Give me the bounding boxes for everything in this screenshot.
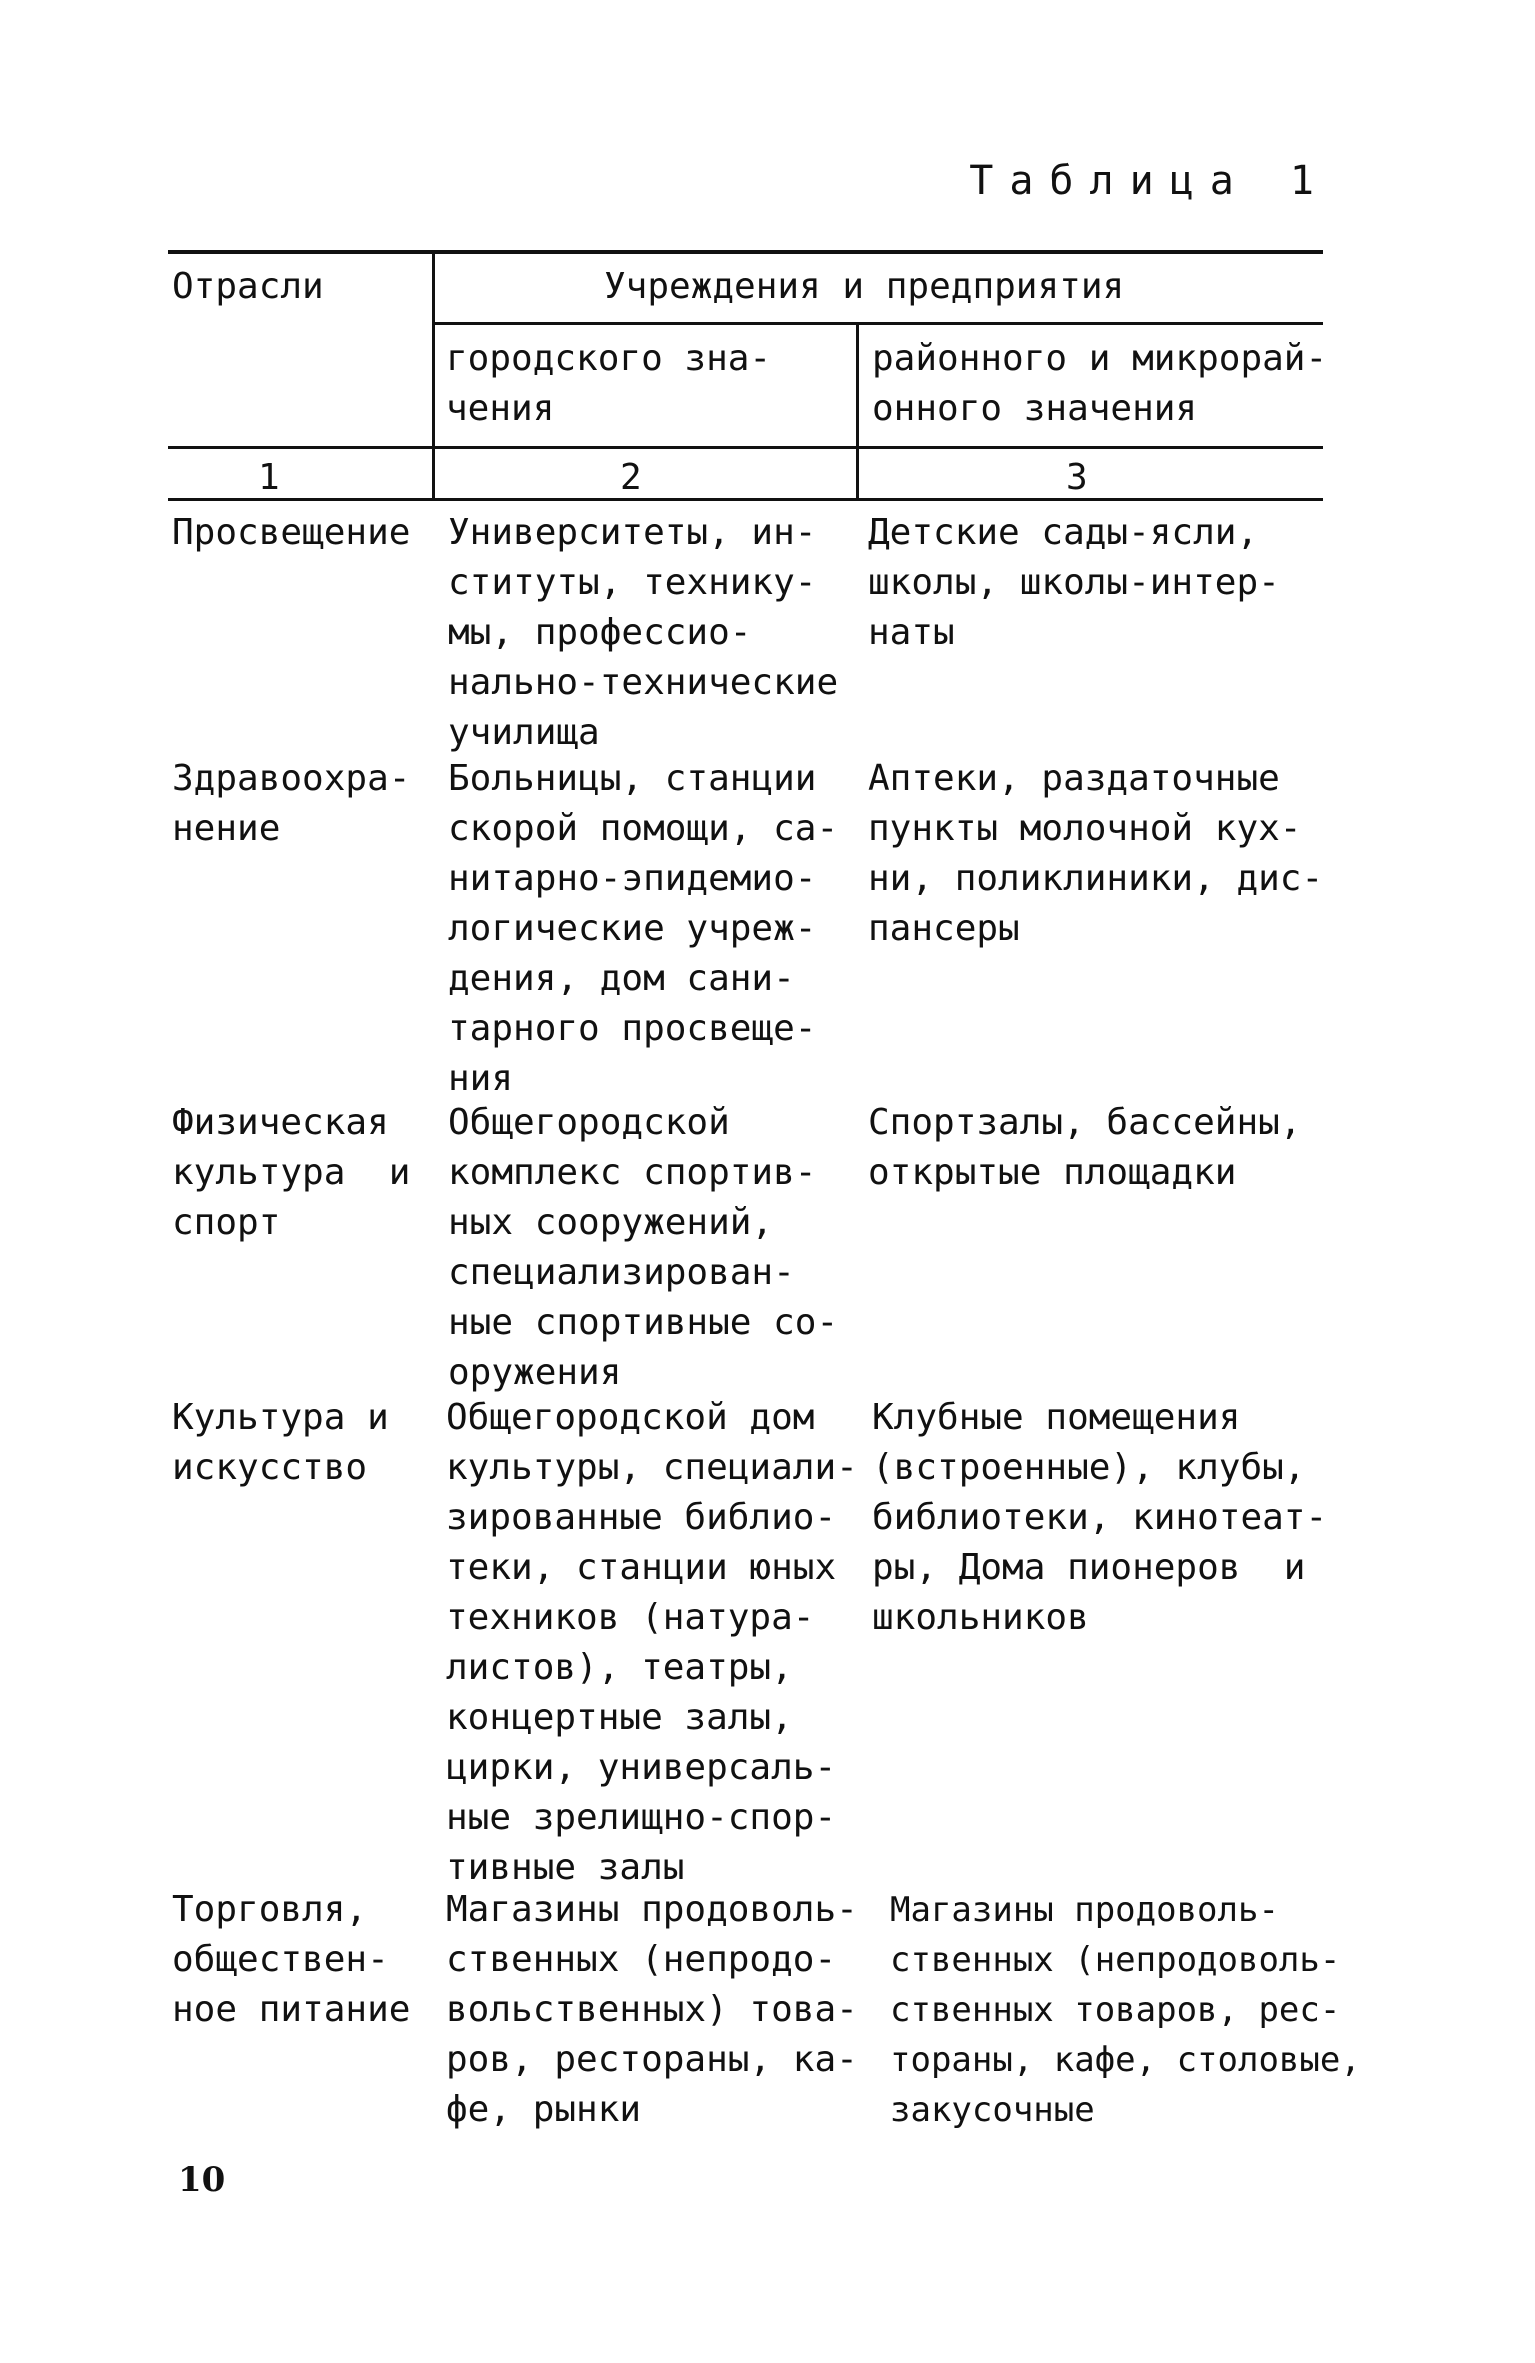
page-number: 10 [178,2160,226,2200]
column-number-2: 2 [620,457,642,498]
row-culture-sector: Культура и искусство [172,1397,389,1488]
column-number-3: 3 [1066,457,1088,498]
row-trade-district: Магазины продоволь- ственных (непродоволь- ственных товаров, рес- тораны, кафе, столовые, закусочные [890,1890,1361,2130]
header-city-level: городского зна- чения [446,338,772,429]
row-culture-city: Общегородской дом культуры, специали- зированные библио- теки, станции юных техников (натура- листов), театры, концертные залы, цирки, универсаль- ные зрелищно-спор- тивные залы [446,1397,858,1888]
row-education-city: Университеты, ин- ституты, технику- мы, профессио- нально-технические училища [448,512,839,753]
rule-col-divider-2 [856,324,859,500]
header-district-level: районного и микрорай- онного значения [872,338,1328,429]
row-education-sector: Просвещение [172,512,411,553]
row-education-district: Детские сады-ясли, школы, школы-интер- наты [868,512,1280,653]
rule-top [168,250,1323,254]
row-health-sector: Здравоохра- нение [172,758,411,849]
rule-subheader [433,322,1323,325]
header-sectors: Отрасли [172,266,324,307]
rule-header-bottom [168,446,1323,449]
column-number-1: 1 [258,457,280,498]
table-caption: Таблица 1 [969,158,1330,204]
header-institutions: Учреждения и предприятия [604,266,1125,307]
row-sport-district: Спортзалы, бассейны, открытые площадки [868,1102,1302,1193]
row-trade-sector: Торговля, обществен- ное питание [172,1889,411,2030]
rule-numbers-bottom [168,498,1323,501]
row-sport-sector: Физическая культура и спорт [172,1102,411,1243]
row-health-city: Больницы, станции скорой помощи, са- нитарно-эпидемио- логические учреж- дения, дом сани- тарного просвеще- ния [448,758,839,1099]
row-health-district: Аптеки, раздаточные пункты молочной кух- ни, поликлиники, дис- пансеры [868,758,1324,949]
row-trade-city: Магазины продоволь- ственных (непродо- вольственных) това- ров, рестораны, ка- фе, рынки [446,1889,858,2130]
row-sport-city: Общегородской комплекс спортив- ных сооружений, специализирован- ные спортивные со- оружения [448,1102,839,1393]
rule-col-divider-1 [432,252,435,500]
row-culture-district: Клубные помещения (встроенные), клубы, библиотеки, кинотеат- ры, Дома пионеров и школьников [872,1397,1328,1638]
